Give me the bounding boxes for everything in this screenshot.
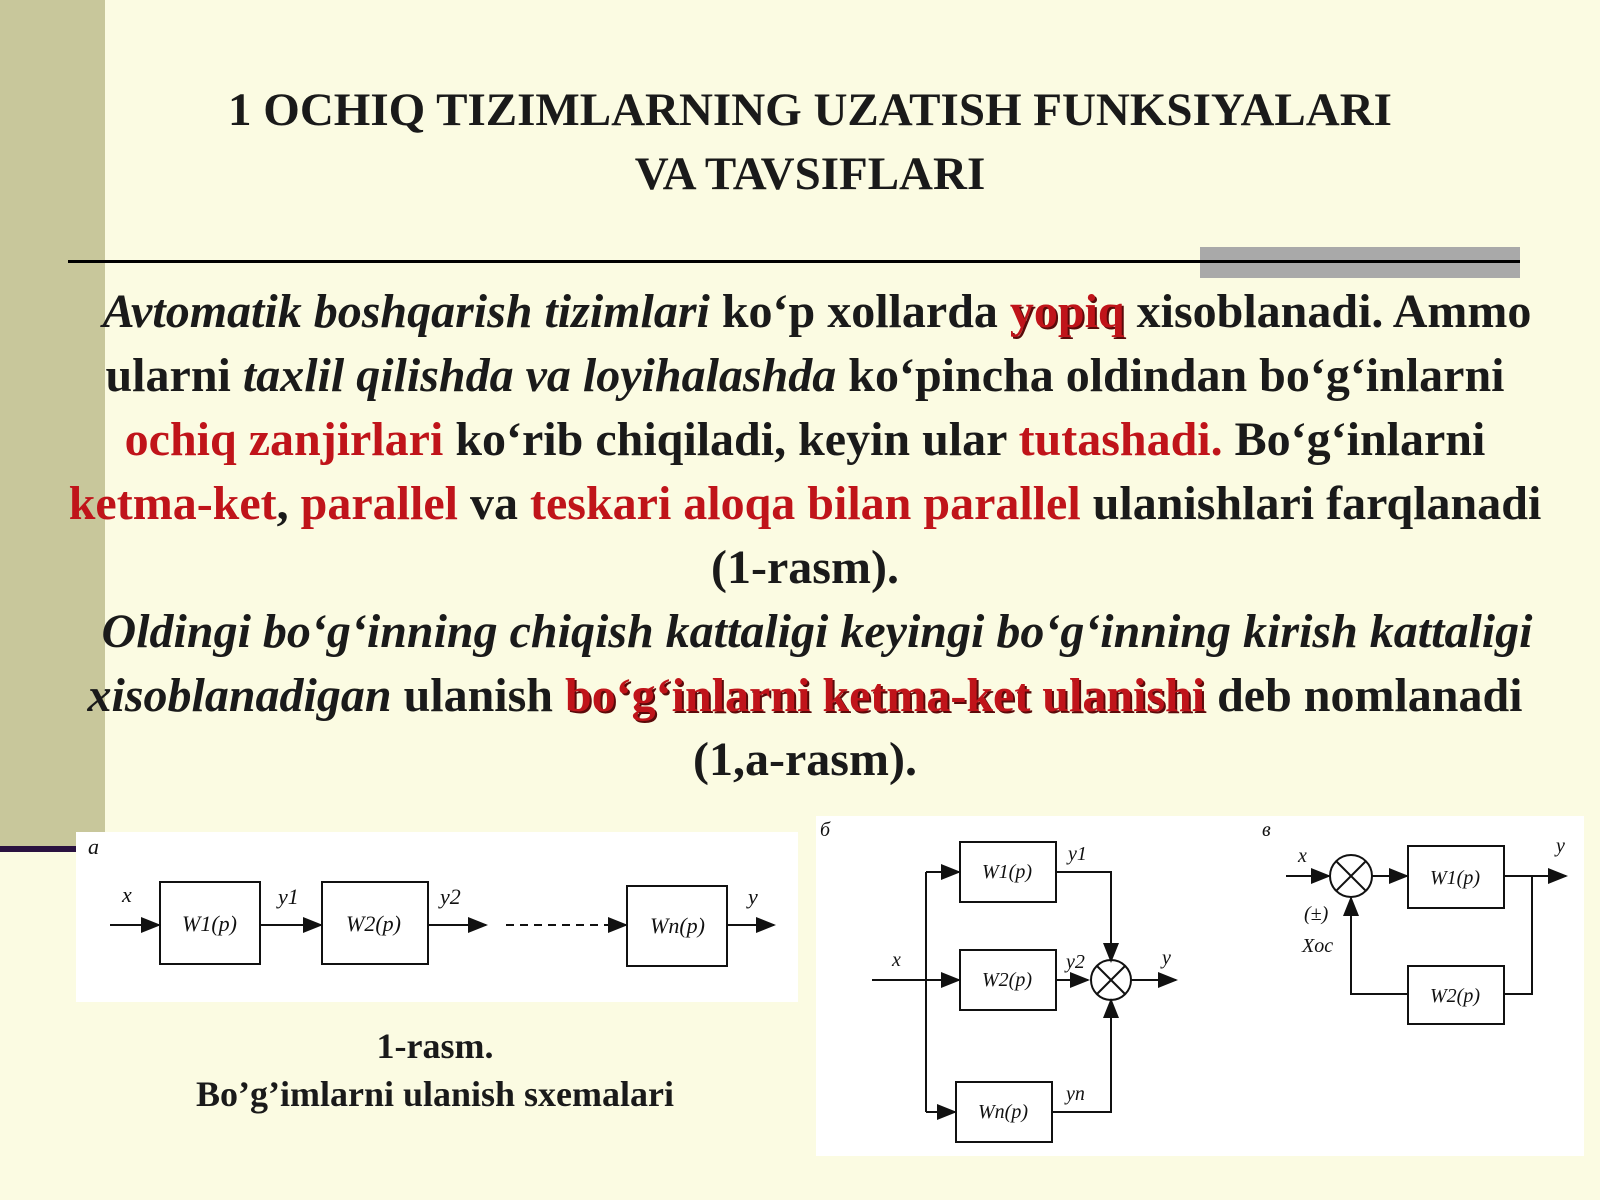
feedback-input-label: x: [1298, 845, 1307, 867]
p1-text-g: va: [457, 477, 530, 530]
feedback-loop-label: W2(p): [1430, 985, 1480, 1007]
parallel-signal-y1: y1: [1068, 843, 1087, 865]
parallel-signal-y2: y2: [1066, 951, 1085, 973]
p1-term-ochiq: ochiq zanjirlari: [124, 413, 444, 466]
parallel-block-2-label: W2(p): [982, 969, 1032, 991]
p1-text-c: ko‘pincha oldindan bo‘g‘inlarni: [836, 349, 1505, 402]
parallel-out-1: [1056, 872, 1111, 961]
figure-caption: [110, 1022, 760, 1118]
feedback-loop-down: [1505, 876, 1532, 994]
parallel-input-label: x: [892, 949, 901, 971]
series-output-label: y: [748, 884, 758, 909]
p1-term-ketma: ketma-ket: [68, 477, 277, 530]
diagram-parallel-feedback-svg: [816, 816, 1584, 1156]
slide-title: [130, 78, 1490, 206]
feedback-loop-return: [1351, 898, 1408, 994]
p1-text-h: ulanishlari farqlanadi (1-rasm).: [711, 477, 1542, 594]
parallel-block-n-label: Wn(p): [978, 1101, 1028, 1123]
series-signal-y1: y1: [278, 884, 299, 909]
title-rule: [68, 260, 1520, 263]
feedback-sign-label: (±): [1304, 903, 1329, 925]
p1-text-e: Bo‘g‘inlarni: [1222, 413, 1486, 466]
series-block-n-label: Wn(p): [650, 913, 705, 938]
feedback-output-label: y: [1556, 835, 1565, 857]
series-input-label: x: [122, 882, 132, 907]
slide-sidebar-line: [0, 846, 78, 852]
p1-term-teskari: teskari aloqa bilan parallel: [529, 477, 1081, 530]
caption-line-1: 1-rasm.: [376, 1026, 494, 1066]
p1-text-a: ko‘p xollarda: [709, 285, 1010, 338]
paragraph-2: [66, 600, 1544, 792]
series-block-2-label: W2(p): [346, 911, 401, 936]
series-panel-label: a: [88, 834, 99, 859]
parallel-panel-label: б: [820, 819, 831, 841]
p2-term: bo‘g‘inlarni ketma-ket ulanishi: [565, 669, 1206, 722]
paragraph-1: [66, 280, 1544, 600]
caption-line-2: Bo’g’imlarni ulanish sxemalari: [195, 1074, 675, 1114]
title-line-2: VA TAVSIFLARI: [634, 148, 986, 200]
diagram-series-svg: [76, 832, 798, 1002]
p1-term-parallel: parallel: [300, 477, 458, 530]
series-block-1-label: W1(p): [182, 911, 237, 936]
feedback-forward-label: W1(p): [1430, 867, 1480, 889]
p1-text-f: ,: [276, 477, 301, 530]
p1-text-d: ko‘rib chiqiladi, keyin ular: [443, 413, 1019, 466]
slide-body: [66, 280, 1544, 792]
p2-text-a: ulanish: [391, 669, 565, 722]
p2-text-b: deb nomlanadi (1,a-rasm).: [693, 669, 1523, 786]
parallel-output-label: y: [1162, 947, 1171, 969]
diagram-series: [76, 832, 798, 1002]
parallel-signal-yn: yn: [1066, 1083, 1085, 1105]
p1-italic-2: taxlil qilishda va loyihalashda: [242, 349, 837, 402]
title-line-1: 1 OCHIQ TIZIMLARNING UZATISH FUNKSIYALARI: [228, 84, 1392, 136]
diagram-parallel-feedback: [816, 816, 1584, 1156]
p1-text-b: xisoblanadi. Ammo ularni: [105, 285, 1532, 402]
p1-term-tutashadi: tutashadi.: [1018, 413, 1223, 466]
p2-italic: Oldingi bo‘g‘inning chiqish kattaligi keyingi bo‘g‘inning kirish kattaligi xisoblanadigan: [87, 605, 1533, 722]
feedback-signal-label: Xoc: [1302, 935, 1334, 957]
p1-italic: Avtomatik boshqarish tizimlari: [102, 285, 710, 338]
feedback-panel-label: в: [1262, 819, 1271, 841]
series-signal-y2: y2: [440, 884, 461, 909]
parallel-block-1-label: W1(p): [982, 861, 1032, 883]
p1-term-yopiq: yopiq: [1009, 285, 1125, 338]
